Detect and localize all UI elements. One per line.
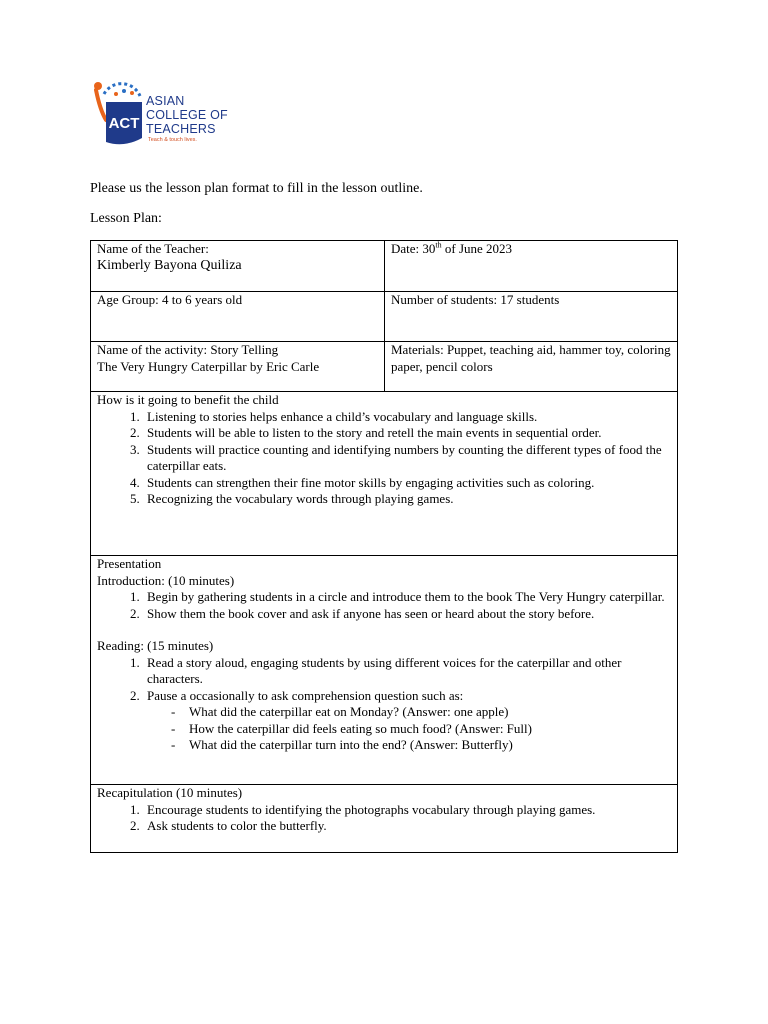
benefit-heading: How is it going to benefit the child <box>97 392 279 407</box>
list-item: 2. Ask students to color the butterfly. <box>143 818 671 835</box>
list-item: 1. Read a story aloud, engaging students by using different voices for the caterpillar and other characters. <box>143 655 671 688</box>
benefit-list <box>97 409 671 508</box>
presentation-heading: Presentation <box>97 556 162 571</box>
college-name-line1: ASIAN <box>146 94 185 108</box>
college-name-line2: COLLEGE OF <box>146 108 228 122</box>
benefit-cell <box>91 392 678 556</box>
lesson-plan-table <box>90 240 678 853</box>
materials: Materials: Puppet, teaching aid, hammer toy, coloring paper, pencil colors <box>385 342 678 392</box>
age-group: Age Group: 4 to 6 years old <box>91 292 385 342</box>
activity-name: Name of the activity: Story Telling <box>97 342 279 357</box>
activity-book: The Very Hungry Caterpillar by Eric Carle <box>97 358 320 374</box>
reading-heading: Reading: (15 minutes) <box>97 638 214 653</box>
date-prefix: Date: 30 <box>391 241 436 256</box>
list-item: 2. Show them the book cover and ask if anyone has seen or heard about the story before. <box>143 606 671 623</box>
college-name-line3: TEACHERS <box>146 122 216 136</box>
date-cell <box>385 241 678 292</box>
college-name <box>146 94 228 136</box>
svg-text:ACT: ACT <box>108 115 140 132</box>
activity-cell <box>91 342 385 392</box>
question-item: - What did the caterpillar turn into the end? (Answer: Butterfly) <box>171 737 671 754</box>
question-item: - How the caterpillar did feels eating so much food? (Answer: Full) <box>171 721 671 738</box>
list-item: 1. Begin by gathering students in a circle and introduce them to the book The Very Hungry caterpillar. <box>143 589 671 606</box>
recap-list <box>97 802 671 835</box>
act-emblem-icon <box>90 80 150 148</box>
question-item: - What did the caterpillar eat on Monday? (Answer: one apple) <box>171 704 671 721</box>
teacher-name: Kimberly Bayona Quiliza <box>97 257 242 273</box>
list-item: 2. Students will be able to listen to the story and retell the main events in sequential order. <box>143 425 671 442</box>
college-tagline: Teach & touch lives. <box>148 137 197 143</box>
number-of-students: Number of students: 17 students <box>385 292 678 342</box>
list-item: 4. Students can strengthen their fine motor skills by engaging activities such as coloring. <box>143 475 671 492</box>
list-item: 3. Students will practice counting and identifying numbers by counting the different types of food the caterpillar eats. <box>143 442 671 475</box>
presentation-cell <box>91 556 678 785</box>
date-suffix: of June 2023 <box>441 241 513 256</box>
list-item: 1. Listening to stories helps enhance a child’s vocabulary and language skills. <box>143 409 671 426</box>
introduction-list <box>97 589 671 622</box>
introduction-heading: Introduction: (10 minutes) <box>97 572 235 588</box>
recap-cell <box>91 785 678 853</box>
recap-heading: Recapitulation (10 minutes) <box>97 785 243 800</box>
list-item: 1. Encourage students to identifying the photographs vocabulary through playing games. <box>143 802 671 819</box>
college-logo <box>90 80 250 148</box>
lesson-plan-label: Lesson Plan: <box>90 211 162 226</box>
teacher-label: Name of the Teacher: <box>97 241 209 256</box>
reading-list <box>97 655 671 754</box>
list-item <box>143 688 671 754</box>
date-sup: th <box>435 240 442 250</box>
question-list <box>147 704 671 754</box>
teacher-cell <box>91 241 385 292</box>
intro-text: Please us the lesson plan format to fill in the lesson outline. <box>90 181 423 196</box>
list-item: 5. Recognizing the vocabulary words through playing games. <box>143 491 671 508</box>
reading-item-text: Pause a occasionally to ask comprehension question such as: <box>147 687 464 703</box>
